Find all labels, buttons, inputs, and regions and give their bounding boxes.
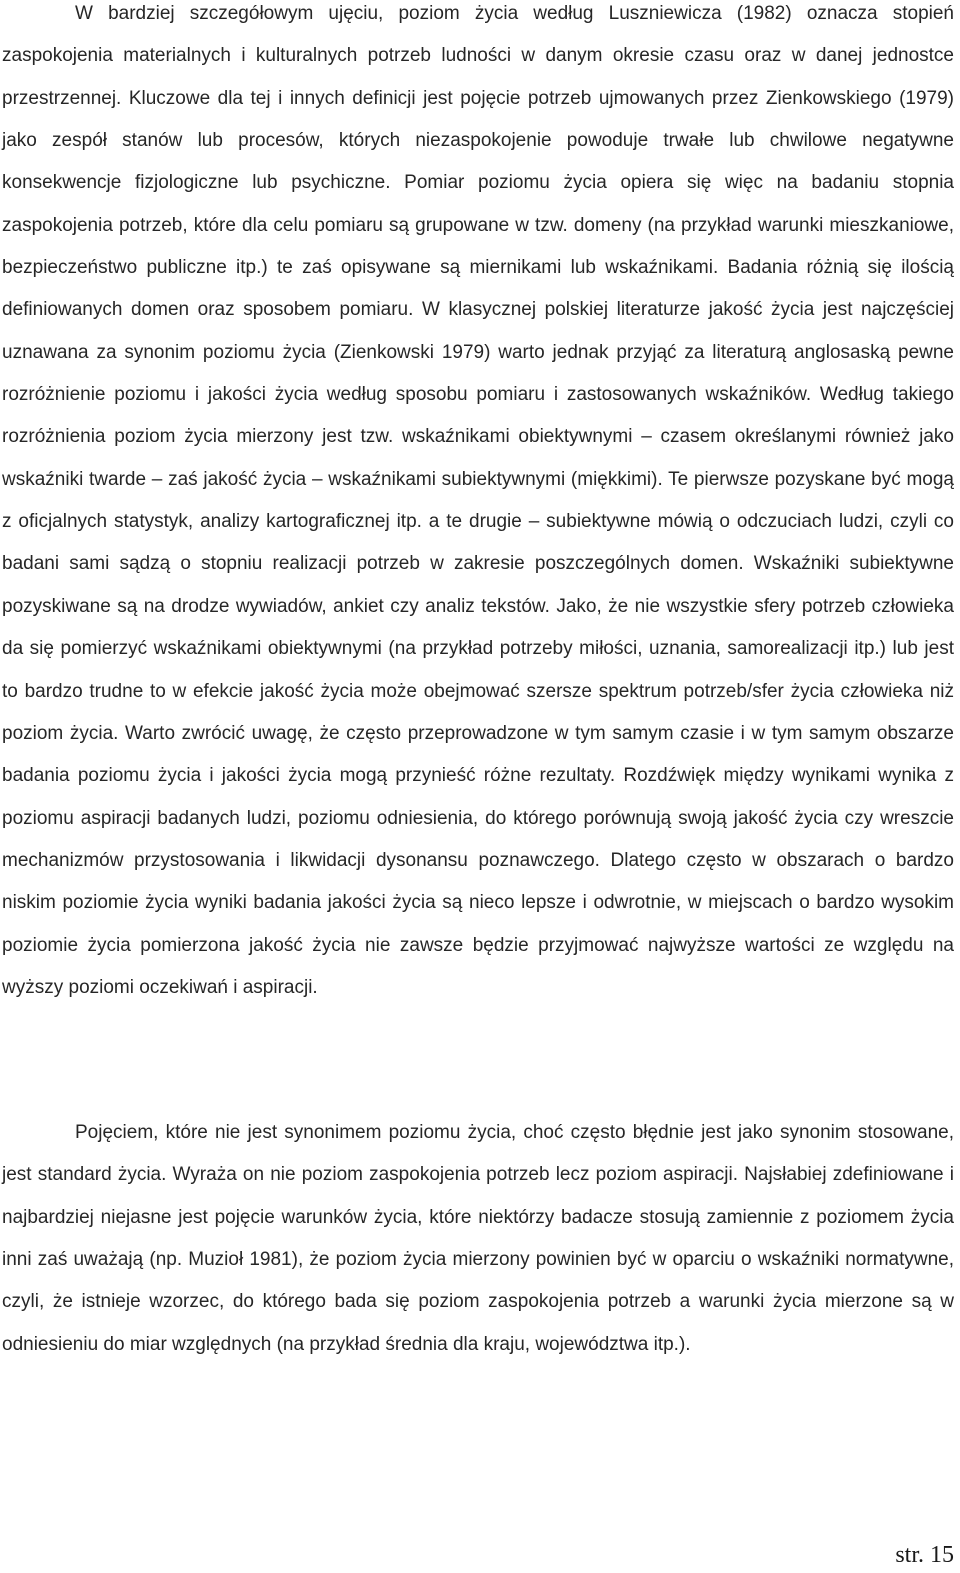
page-number: str. 15 — [895, 1542, 954, 1568]
paragraph-standard-of-living: Pojęciem, które nie jest synonimem poziomu życia, choć często błędnie jest jako synonim stosowane, jest standard życia. Wyraża on nie poziom zaspokojenia potrzeb lecz poziom aspiracji. Najsłabiej zdefiniowane i najbardziej niejasne jest pojęcie warunków życia, które niektórzy badacze stosują zamiennie z poziomem życia inni zaś uważają (np. Muzioł 1981), że poziom życia mierzony powinien być w oparciu o wskaźniki normatywne, czyli, że istnieje wzorzec, do którego bada się poziom zaspokojenia potrzeb a warunki życia mierzone są w odniesieniu do miar względnych (na przykład średnia dla kraju, województwa itp.). — [2, 1122, 954, 1355]
paragraph-living-standard-definition: W bardziej szczegółowym ujęciu, poziom życia według Luszniewicza (1982) oznacza stopień zaspokojenia materialnych i kulturalnych potrzeb ludności w danym okresie czasu oraz w danej jednostce przestrzennej. Kluczowe dla tej i innych definicji jest pojęcie potrzeb ujmowanych przez Zienkowskiego (1979) jako zespół stanów lub procesów, których niezaspokojenie powoduje trwałe lub chwilowe negatywne konsekwencje fizjologiczne lub psychiczne. Pomiar poziomu życia opiera się więc na badaniu stopnia zaspokojenia potrzeb, które dla celu pomiaru są grupowane w tzw. domeny (na przykład warunki mieszkaniowe, bezpieczeństwo publiczne itp.) te zaś opisywane są miernikami lub wskaźnikami. Badania różnią się ilością definiowanych domen oraz sposobem pomiaru. W klasycznej polskiej literaturze jakość życia jest najczęściej uznawana za synonim poziomu życia (Zienkowski 1979) warto jednak przyjąć za literaturą anglosaską pewne rozróżnienie poziomu i jakości życia według sposobu pomiaru i zastosowanych wskaźników. Według takiego rozróżnienia poziom życia mierzony jest tzw. wskaźnikami obiektywnymi – czasem określanymi również jako wskaźniki twarde – zaś jakość życia – wskaźnikami subiektywnymi (miękkimi). Te pierwsze pozyskane być mogą z oficjalnych statystyk, analizy kartograficznej itp. a te drugie – subiektywne mówią o odczuciach ludzi, czyli co badani sami sądzą o stopniu realizacji potrzeb w zakresie poszczególnych domen. Wskaźniki subiektywne pozyskiwane są na drodze wywiadów, ankiet czy analiz tekstów. Jako, że nie wszystkie sfery potrzeb człowieka da się pomierzyć wskaźnikami obiektywnymi (na przykład potrzeby miłości, uznania, samorealizacji itp.) lub jest to bardzo trudne to w efekcie jakość życia może obejmować szersze spektrum potrzeb/sfer życia człowieka niż poziom życia. Warto zwrócić uwagę, że często przeprowadzone w tym samym czasie i w tym samym obszarze badania poziomu życia i jakości życia mogą przynieść różne rezultaty. Rozdźwięk między wynikami wynika z poziomu aspiracji badanych ludzi, poziomu odniesienia, do którego porównują swoją jakość życia czy wreszcie mechanizmów przystosowania i likwidacji dysonansu poznawczego. Dlatego często w obszarach o bardzo niskim poziomie życia wyniki badania jakości życia są nieco lepsze i odwrotnie, w miejscach o bardzo wysokim poziomie życia pomierzona jakość życia nie zawsze będzie przyjmować najwyższe wartości ze względu na wyższy poziomi oczekiwań i aspiracji. — [2, 3, 954, 998]
